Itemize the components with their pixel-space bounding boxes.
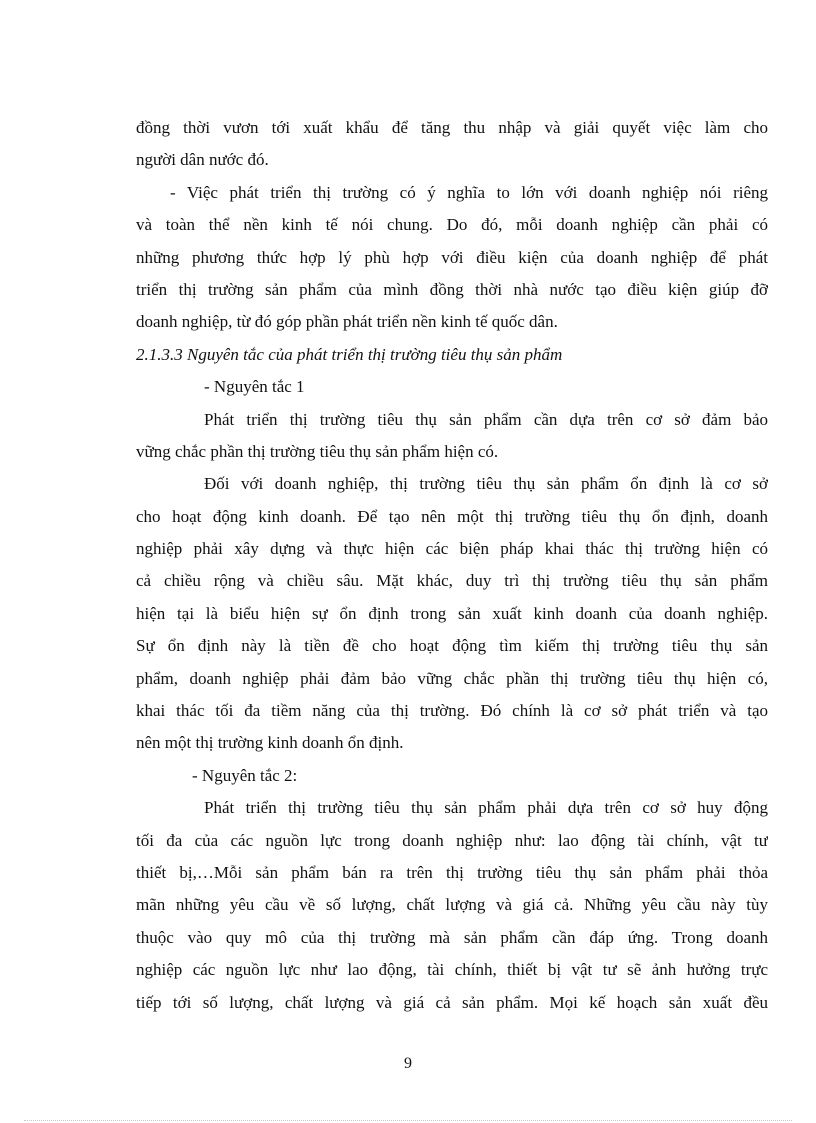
text-line: - Việc phát triển thị trường có ý nghĩa to lớn với doanh nghiệp nói riêng (170, 182, 768, 202)
text-line: doanh nghiệp, từ đó góp phần phát triển nền kinh tế quốc dân. (136, 312, 558, 332)
text-line: hiện tại là biểu hiện sự ổn định trong sản xuất kinh doanh của doanh nghiệp. (136, 603, 768, 623)
text-line: Sự ổn định này là tiền đề cho hoạt động tìm kiếm thị trường tiêu thụ sản (136, 636, 768, 656)
text-line: nghiệp phải xây dựng và thực hiện các biện pháp khai thác thị trường hiện có (136, 539, 768, 559)
text-line: Đối với doanh nghiệp, thị trường tiêu thụ sản phẩm ổn định là cơ sở (204, 474, 768, 494)
text-line: những phương thức hợp lý phù hợp với điều kiện của doanh nghiệp để phát (136, 247, 768, 267)
text-line: cả chiều rộng và chiều sâu. Mặt khác, duy trì thị trường tiêu thụ sản phẩm (136, 571, 768, 591)
text-line: khai thác tối đa tiềm năng của thị trường. Đó chính là cơ sở phát triển và tạo (136, 701, 768, 721)
text-line: đồng thời vươn tới xuất khẩu để tăng thu nhập và giải quyết việc làm cho (136, 118, 768, 137)
text-line: và toàn thể nền kinh tế nói chung. Do đó, mỗi doanh nghiệp cần phải có (136, 215, 768, 235)
text-line: - Nguyên tắc 1 (204, 377, 305, 397)
page-number: 9 (404, 1055, 412, 1072)
text-line: tiếp tới số lượng, chất lượng và giá cả sản phẩm. Mọi kế hoạch sản xuất đều (136, 992, 768, 1012)
text-line: mãn những yêu cầu về số lượng, chất lượng và giá cả. Những yêu cầu này tùy (136, 895, 768, 915)
text-line: phẩm, doanh nghiệp phải đảm bảo vững chắc phần thị trường tiêu thụ hiện có, (136, 668, 768, 688)
text-line: người dân nước đó. (136, 150, 269, 170)
text-line: nên một thị trường kinh doanh ổn định. (136, 733, 404, 753)
text-line: thiết bị,…Mỗi sản phẩm bán ra trên thị trường tiêu thụ sản phẩm phải thỏa (136, 862, 768, 882)
document-body (136, 112, 768, 1019)
text-line: Phát triển thị trường tiêu thụ sản phẩm cần dựa trên cơ sở đảm bảo (204, 409, 768, 429)
text-line: cho hoạt động kinh doanh. Để tạo nên một thị trường tiêu thụ ổn định, doanh (136, 506, 768, 526)
text-line: tối đa của các nguồn lực trong doanh nghiệp như: lao động tài chính, vật tư (136, 830, 768, 850)
text-line: vững chắc phần thị trường tiêu thụ sản phẩm hiện có. (136, 441, 499, 461)
text-line: nghiệp các nguồn lực như lao động, tài chính, thiết bị vật tư sẽ ảnh hưởng trực (136, 960, 768, 980)
text-line: Phát triển thị trường tiêu thụ sản phẩm phải dựa trên cơ sở huy động (204, 798, 768, 818)
section-heading: 2.1.3.3 Nguyên tắc của phát triển thị trường tiêu thụ sản phẩm (136, 344, 563, 364)
text-line: triển thị trường sản phẩm của mình đồng thời nhà nước tạo điều kiện giúp đỡ (136, 279, 768, 299)
page-bottom-divider (24, 1120, 792, 1121)
text-line: thuộc vào quy mô của thị trường mà sản phẩm cần đáp ứng. Trong doanh (136, 927, 768, 947)
text-line: - Nguyên tắc 2: (192, 765, 298, 785)
